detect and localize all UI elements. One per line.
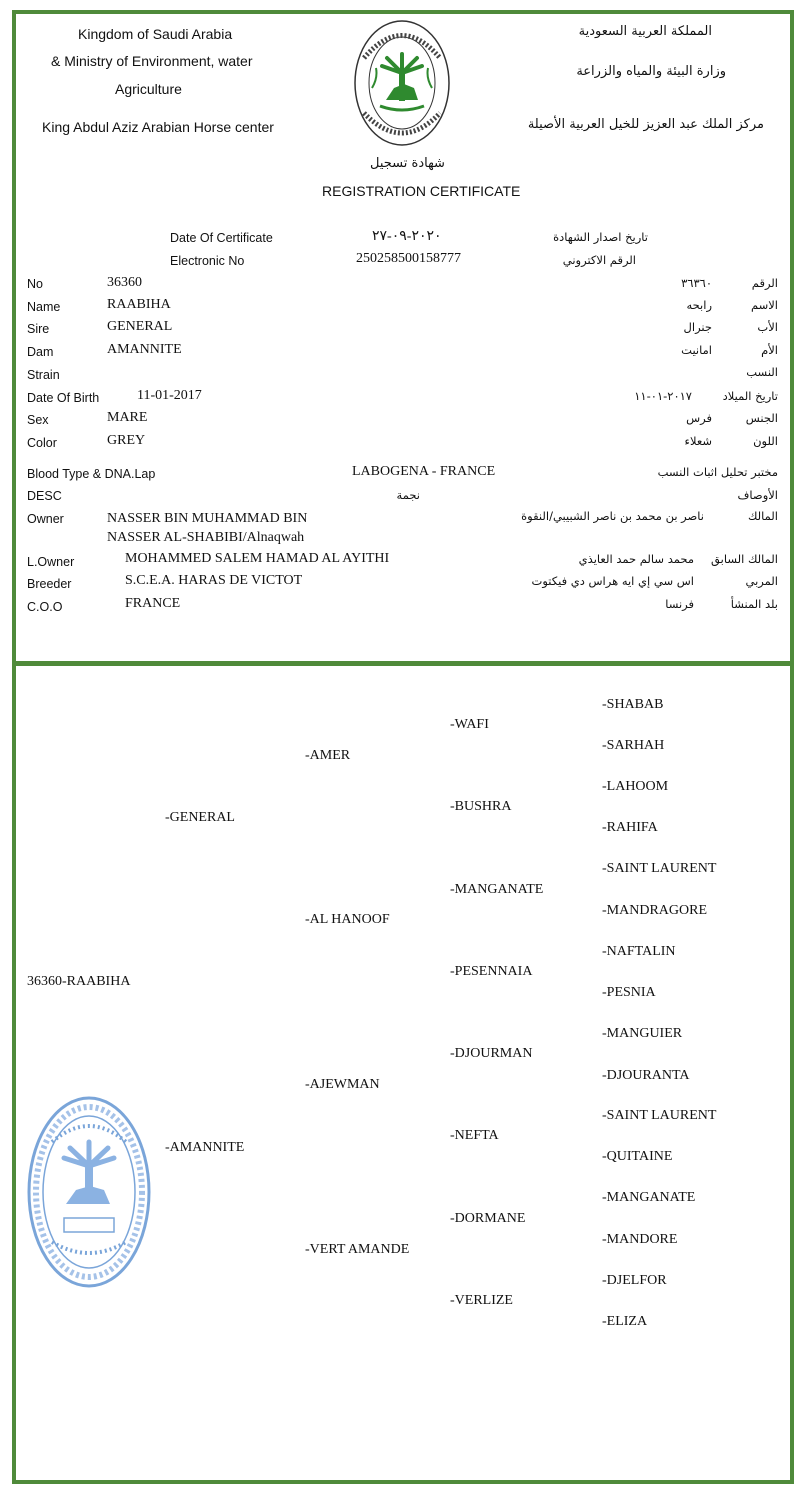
- coo-label-ar: بلد المنشأ: [730, 597, 778, 611]
- lab-label-ar: مختبر تحليل اثبات النسب: [657, 465, 778, 479]
- pedigree-gen4-item: -LAHOOM: [602, 779, 669, 794]
- field-value-dob: 11-01-2017: [137, 388, 202, 403]
- pedigree-gen3-item: -NEFTA: [450, 1128, 499, 1143]
- field-label-sire: Sire: [27, 322, 50, 336]
- field-label-ar-color: اللون: [753, 434, 778, 448]
- coo-value-ar: فرنسا: [665, 597, 694, 611]
- header-center: King Abdul Aziz Arabian Horse center: [42, 119, 274, 135]
- field-label-ar-no: الرقم: [751, 276, 778, 290]
- date-certificate-label: Date Of Certificate: [170, 231, 273, 245]
- pedigree-gen4-item: -NAFTALIN: [602, 944, 676, 959]
- header-ministry: & Ministry of Environment, water: [51, 53, 253, 69]
- pedigree-dam: -AMANNITE: [165, 1140, 245, 1155]
- pedigree-gen3-item: -WAFI: [450, 717, 489, 732]
- pedigree-gen3-item: -VERLIZE: [450, 1293, 513, 1308]
- desc-label-ar: الأوصاف: [737, 488, 778, 502]
- field-label-ar-dob: تاريخ الميلاد: [722, 389, 778, 403]
- title-en: REGISTRATION CERTIFICATE: [322, 183, 521, 199]
- last-owner-value: MOHAMMED SALEM HAMAD AL AYITHI: [125, 551, 390, 566]
- field-value-name: RAABIHA: [107, 297, 171, 312]
- field-label-dob: Date Of Birth: [27, 391, 100, 405]
- owner-label: Owner: [27, 512, 64, 526]
- field-label-ar-dam: الأم: [761, 343, 778, 357]
- coo-label: C.O.O: [27, 600, 63, 614]
- pedigree-gen2-item: -AL HANOOF: [305, 912, 390, 927]
- pedigree-gen2-item: -AJEWMAN: [305, 1077, 380, 1092]
- field-label-color: Color: [27, 436, 57, 450]
- header-kingdom-ar: المملكة العربية السعودية: [578, 24, 712, 39]
- title-ar: شهادة تسجيل: [370, 156, 445, 171]
- lab-value: LABOGENA - FRANCE: [352, 464, 496, 479]
- pedigree-gen2-item: -VERT AMANDE: [305, 1242, 410, 1257]
- date-certificate-value: ٢٠٢٠-٠٩-٢٧: [372, 229, 442, 244]
- pedigree-gen3-item: -DORMANE: [450, 1211, 526, 1226]
- field-label-no: No: [27, 277, 43, 291]
- field-label-sex: Sex: [27, 413, 49, 427]
- field-label-dam: Dam: [27, 345, 54, 359]
- owner-value-ar: ناصر بن محمد بن ناصر الشبيبي/النقوة: [521, 509, 704, 523]
- field-label-ar-sex: الجنس: [745, 411, 778, 425]
- field-value-ar-color: شعلاء: [684, 434, 712, 448]
- field-value-sire: GENERAL: [107, 319, 173, 334]
- field-value-ar-sire: جنرال: [683, 320, 712, 334]
- electronic-no-label-ar: الرقم الاكتروني: [562, 253, 636, 267]
- pedigree-gen4-item: -SARHAH: [602, 738, 665, 753]
- header-kingdom: Kingdom of Saudi Arabia: [78, 26, 233, 42]
- breeder-value-ar: اس سي إي ايه هراس دي فيكتوت: [531, 574, 694, 588]
- breeder-label-ar: المربي: [745, 574, 778, 588]
- pedigree-gen4-item: -MANGANATE: [602, 1190, 696, 1205]
- pedigree-gen3-item: -MANGANATE: [450, 882, 544, 897]
- header-center-ar: مركز الملك عبد العزيز للخيل العربية الأصيلة: [527, 117, 764, 132]
- last-owner-label: L.Owner: [27, 555, 75, 569]
- pedigree-gen2-item: -AMER: [305, 748, 351, 763]
- desc-value-ar: نجمة: [396, 488, 420, 502]
- field-value-sex: MARE: [107, 410, 148, 425]
- breeder-value: S.C.E.A. HARAS DE VICTOT: [125, 573, 303, 588]
- pedigree-gen4-item: -QUITAINE: [602, 1149, 673, 1164]
- pedigree-gen4-item: -ELIZA: [602, 1314, 648, 1329]
- field-value-ar-name: رابحه: [686, 298, 712, 312]
- header-agriculture: Agriculture: [115, 81, 182, 97]
- header-ministry-ar: وزارة البيئة والمياه والزراعة: [576, 64, 726, 79]
- pedigree-gen4-item: -SAINT LAURENT: [602, 861, 717, 876]
- breeder-label: Breeder: [27, 577, 72, 591]
- field-label-ar-strain: النسب: [746, 365, 778, 379]
- electronic-no-label: Electronic No: [170, 254, 245, 268]
- last-owner-value-ar: محمد سالم حمد العايذي: [578, 552, 694, 566]
- field-label-name: Name: [27, 300, 61, 314]
- pedigree-gen3-item: -BUSHRA: [450, 799, 512, 814]
- field-value-ar-dam: امانيت: [681, 343, 712, 357]
- pedigree-gen4-item: -DJOURANTA: [602, 1068, 690, 1083]
- pedigree-gen4-item: -MANDORE: [602, 1232, 678, 1247]
- pedigree-gen3-item: -DJOURMAN: [450, 1046, 533, 1061]
- electronic-no-value: 250258500158777: [356, 251, 461, 266]
- pedigree-gen3-item: -PESENNAIA: [450, 964, 533, 979]
- pedigree-sire: -GENERAL: [165, 810, 235, 825]
- date-certificate-label-ar: تاريخ اصدار الشهادة: [553, 230, 648, 244]
- last-owner-label-ar: المالك السابق: [711, 552, 778, 566]
- pedigree-gen4-item: -MANDRAGORE: [602, 903, 707, 918]
- pedigree-gen4-item: -DJELFOR: [602, 1273, 667, 1288]
- pedigree-subject: 36360-RAABIHA: [27, 974, 131, 989]
- field-value-dam: AMANNITE: [107, 342, 182, 357]
- coo-value: FRANCE: [125, 596, 181, 611]
- pedigree-gen4-item: -SHABAB: [602, 697, 664, 712]
- field-label-ar-sire: الأب: [757, 320, 778, 334]
- field-value-ar-dob: ٢٠١٧-٠١-١١: [634, 389, 692, 403]
- lab-label: Blood Type & DNA.Lap: [27, 467, 156, 481]
- field-value-ar-sex: فرس: [686, 411, 712, 425]
- center-logo-icon: [352, 18, 452, 148]
- field-value-ar-no: ٣٦٣٦٠: [681, 276, 712, 290]
- pedigree-gen4-item: -SAINT LAURENT: [602, 1108, 717, 1123]
- field-value-color: GREY: [107, 433, 146, 448]
- field-label-ar-name: الاسم: [750, 298, 778, 312]
- owner-label-ar: المالك: [747, 509, 778, 523]
- pedigree-gen4-item: -PESNIA: [602, 985, 656, 1000]
- desc-label: DESC: [27, 489, 62, 503]
- pedigree-gen4-item: -MANGUIER: [602, 1026, 683, 1041]
- field-label-strain: Strain: [27, 368, 60, 382]
- registry-stamp-icon: [24, 1092, 154, 1292]
- owner-value: NASSER BIN MUHAMMAD BIN NASSER AL-SHABIBI/Alnaqwah: [107, 511, 308, 545]
- field-value-no: 36360: [107, 275, 142, 290]
- pedigree-gen4-item: -RAHIFA: [602, 820, 658, 835]
